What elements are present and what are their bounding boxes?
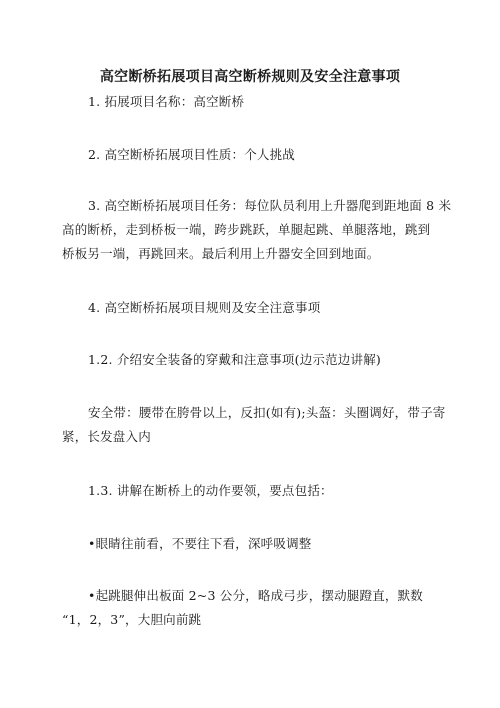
text-line: •起跳腿伸出板面 2~3 公分，略成弓步，摆动腿蹬直，默数: [88, 588, 424, 603]
text-line: 安全带：腰带在胯骨以上，反扣(如有);头盔：头圈调好，带子寄: [88, 405, 446, 420]
text-line: •眼睛往前看，不要往下看，深呼吸调整: [88, 536, 312, 551]
paragraph-movement-essentials: [62, 479, 442, 503]
text-line: 高的断桥，走到桥板一端，跨步跳跃，单腿起跳、单腿落地，跳到: [62, 222, 431, 237]
text-line: 桥板另一端，再跳回来。最后利用上升器安全回到地面。: [62, 246, 380, 261]
text-line: 2. 高空断桥拓展项目性质：个人挑战: [88, 147, 296, 162]
paragraph-safety-equipment-detail: [62, 401, 446, 449]
bullet-jump-technique: [62, 584, 442, 632]
text-line: 1.2. 介绍安全装备的穿戴和注意事项(边示范边讲解): [88, 352, 381, 367]
paragraph-project-name: [62, 90, 442, 114]
document-title: 高空断桥拓展项目高空断桥规则及安全注意事项: [99, 69, 401, 85]
paragraph-project-nature: [62, 143, 442, 167]
text-line: 3. 高空断桥拓展项目任务：每位队员利用上升器爬到距地面 8 米: [88, 198, 452, 213]
paragraph-safety-equipment-intro: [62, 348, 442, 372]
paragraph-project-task: [62, 194, 452, 266]
paragraph-rules-heading: [62, 296, 442, 320]
text-line: 4. 高空断桥拓展项目规则及安全注意事项: [88, 300, 321, 315]
text-line: 1.3. 讲解在断桥上的动作要领，要点包括：: [88, 483, 333, 498]
text-line: 1. 拓展项目名称：高空断桥: [88, 94, 245, 109]
text-line: “1，2，3”，大胆向前跳: [62, 612, 202, 627]
bullet-look-forward: [62, 532, 442, 556]
text-line: 紧，长发盘入内: [62, 429, 151, 444]
